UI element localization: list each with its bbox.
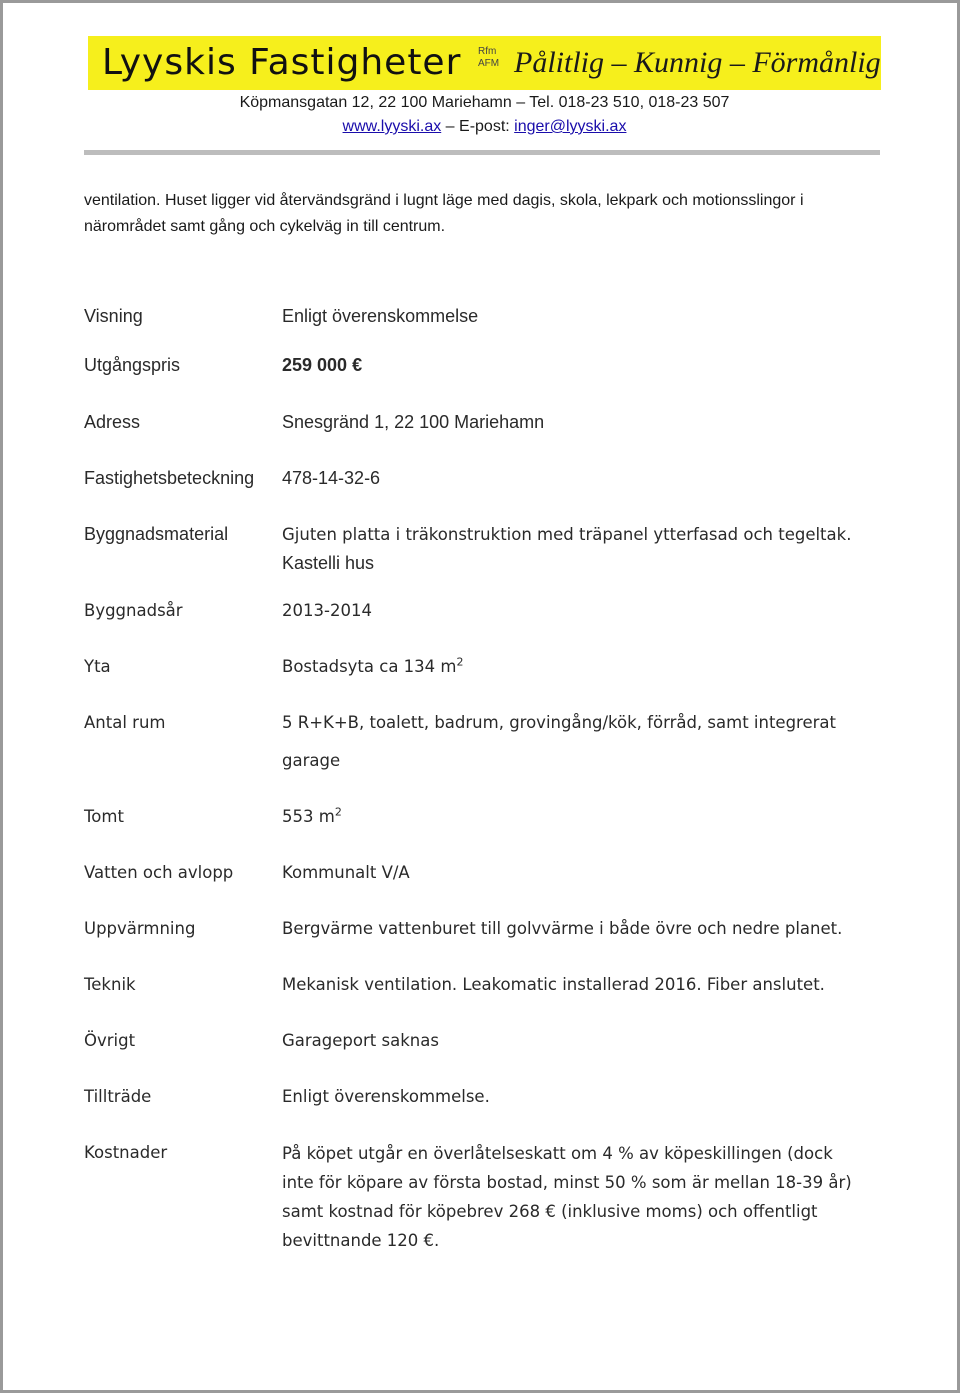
value-kostnader xyxy=(282,1139,882,1255)
value-yta-sup: 2 xyxy=(456,655,464,669)
value-tilltrade: Enligt överenskommelse. xyxy=(282,1087,490,1106)
value-yta xyxy=(282,657,464,676)
label-adress: Adress xyxy=(84,412,141,432)
value-byggnadsmaterial-line1: Gjuten platta i träkonstruktion med träpanel ytterfasad och tegeltak. xyxy=(282,525,852,544)
value-byggnadsmaterial-line2: Kastelli hus xyxy=(282,553,375,573)
label-tomt: Tomt xyxy=(84,807,124,826)
label-uppvarmning: Uppvärmning xyxy=(84,919,196,938)
label-fastighetsbeteckning: Fastighetsbeteckning xyxy=(84,468,255,488)
company-logo: Lyyskis Fastigheter xyxy=(102,42,462,83)
contact-address: Köpmansgatan 12, 22 100 Mariehamn – Tel. 018-23 510, 018-23 507 xyxy=(239,94,730,111)
header-divider xyxy=(84,150,880,155)
label-antal-rum: Antal rum xyxy=(84,713,166,732)
separator-dash: – xyxy=(445,118,455,135)
value-tomt xyxy=(282,807,342,826)
value-uppvarmning: Bergvärme vattenburet till golvvärme i både övre och nedre planet. xyxy=(282,919,843,938)
website-link[interactable]: www.lyyski.ax xyxy=(342,118,442,135)
kostnader-line: inte för köpare av första bostad, minst 50 % som är mellan 18-39 år) xyxy=(282,1173,852,1192)
header-banner xyxy=(88,36,881,90)
label-tilltrade: Tillträde xyxy=(84,1087,152,1106)
label-kostnader: Kostnader xyxy=(84,1143,168,1162)
value-ovrigt: Garageport saknas xyxy=(282,1031,439,1050)
rfm-text: Rfm xyxy=(478,46,497,57)
label-byggnadsmaterial: Byggnadsmaterial xyxy=(84,524,229,544)
label-visning: Visning xyxy=(84,306,143,326)
value-vatten: Kommunalt V/A xyxy=(282,863,410,882)
intro-paragraph: ventilation. Huset ligger vid återvändsgränd i lugnt läge med dagis, skola, lekpark och motionsslingor i närområdet samt gång och cykelväg in till centrum. xyxy=(84,192,804,235)
label-vatten: Vatten och avlopp xyxy=(84,863,234,882)
kostnader-line: bevittnande 120 €. xyxy=(282,1231,440,1250)
label-ovrigt: Övrigt xyxy=(84,1031,136,1050)
label-teknik: Teknik xyxy=(84,975,136,994)
value-tomt-text: 553 m xyxy=(282,807,335,826)
kostnader-line: samt kostnad för köpebrev 268 € (inklusive moms) och offentligt xyxy=(282,1202,818,1221)
value-yta-text: Bostadsyta ca 134 m xyxy=(282,657,457,676)
value-antal-rum-line2: garage xyxy=(282,751,341,770)
value-fastighetsbeteckning: 478-14-32-6 xyxy=(282,468,381,488)
value-utgangspris: 259 000 € xyxy=(282,355,363,375)
value-byggnadsar: 2013-2014 xyxy=(282,601,372,620)
label-yta: Yta xyxy=(84,657,111,676)
value-teknik: Mekanisk ventilation. Leakomatic installerad 2016. Fiber anslutet. xyxy=(282,975,825,994)
kostnader-line: På köpet utgår en överlåtelseskatt om 4 % av köpeskillingen (dock xyxy=(282,1144,833,1163)
label-byggnadsar: Byggnadsår xyxy=(84,601,183,620)
email-link[interactable]: inger@lyyski.ax xyxy=(514,118,627,135)
afm-text: AFM xyxy=(478,58,500,69)
value-tomt-sup: 2 xyxy=(334,805,342,819)
value-antal-rum-line1: 5 R+K+B, toalett, badrum, grovingång/kök, förråd, samt integrerat xyxy=(282,713,836,732)
slogan: Pålitlig – Kunnig – Förmånlig xyxy=(514,46,881,79)
rfm-afm-badge xyxy=(478,46,499,70)
email-label: E-post: xyxy=(459,118,510,135)
contact-web-email xyxy=(88,118,881,136)
value-adress: Snesgränd 1, 22 100 Mariehamn xyxy=(282,412,545,432)
value-visning: Enligt överenskommelse xyxy=(282,306,479,326)
label-utgangspris: Utgångspris xyxy=(84,355,181,375)
